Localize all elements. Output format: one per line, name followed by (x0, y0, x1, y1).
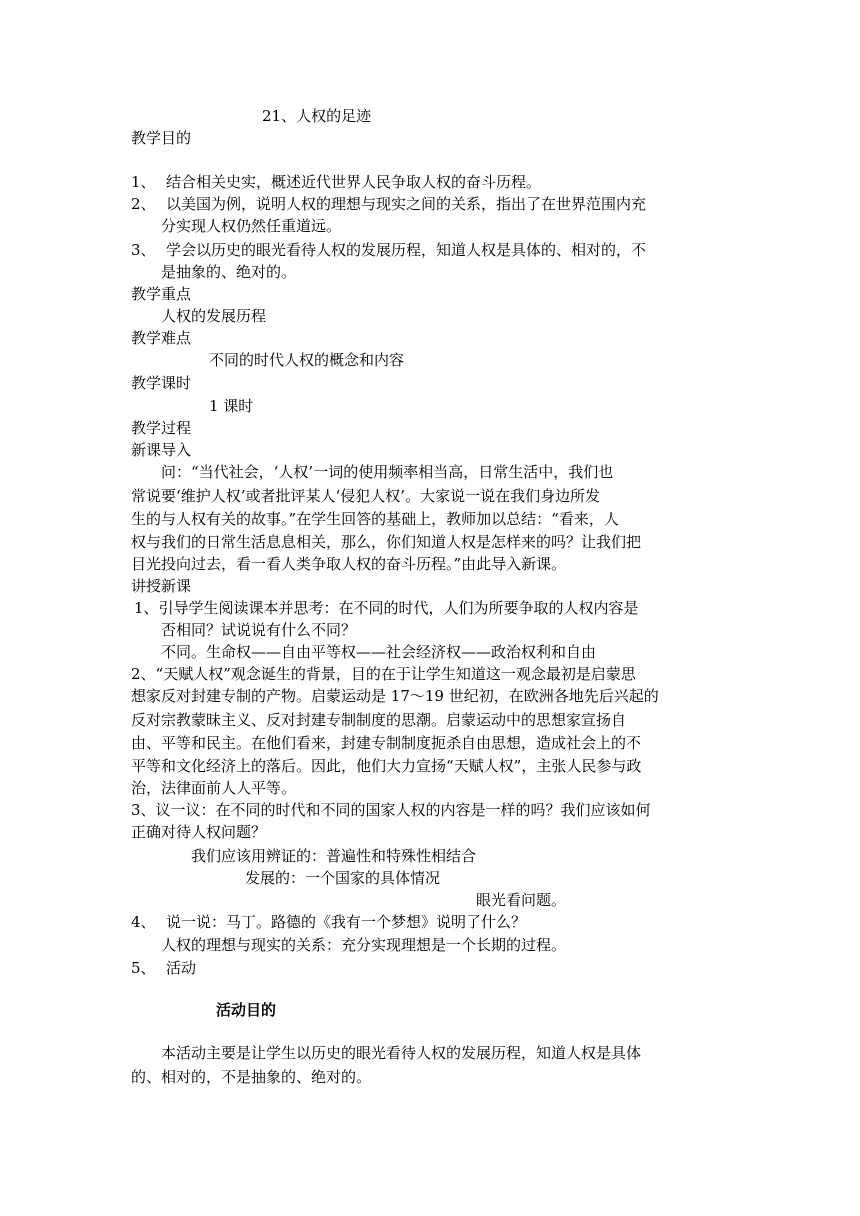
difficulty-text: 不同的时代人权的概念和内容 (209, 351, 405, 369)
section-heading-hours: 教学课时 (131, 374, 192, 392)
lecture-item-5-number: 5、 (131, 959, 156, 977)
intro-line: 权与我们的日常生活息息相关，那么，你们知道人权是怎样来的吗？让我们把 (131, 533, 642, 551)
lecture-item-2: 平等和文化经济上的落后。因此，他们大力宣扬“天赋人权”，主张人民参与政 (131, 757, 642, 775)
goal-text: 学会以历史的眼光看待人权的发展历程，知道人权是具体的、相对的，不 (166, 241, 647, 259)
activity-heading: 活动目的 (216, 1001, 277, 1019)
lecture-item-3-answer: 发展的：一个国家的具体情况 (245, 869, 441, 887)
focus-text: 人权的发展历程 (161, 307, 267, 325)
goal-text: 结合相关史实，概述近代世界人民争取人权的奋斗历程。 (166, 173, 542, 191)
section-heading-goals: 教学目的 (131, 129, 192, 147)
goal-number: 3、 (131, 241, 156, 259)
section-heading-difficulty: 教学难点 (131, 329, 192, 347)
lecture-item-4-answer: 人权的理想与现实的关系：充分实现理想是一个长期的过程。 (161, 936, 567, 954)
hours-text: 1 课时 (209, 397, 254, 415)
lecture-item-3: 3、议一议：在不同的时代和不同的国家人权的内容是一样的吗？我们应该如何 (131, 801, 651, 819)
goal-text: 是抽象的、绝对的。 (161, 263, 297, 281)
lecture-item-5: 活动 (166, 959, 197, 977)
intro-line: 常说要‘维护人权’或者批评某人‘侵犯人权’。大家说一说在我们身边所发 (131, 487, 601, 505)
goal-number: 2、 (131, 195, 156, 213)
lecture-item-1: 否相同？试说说有什么不同？ (161, 621, 357, 639)
lecture-item-4-number: 4、 (131, 913, 156, 931)
lecture-item-1-answer: 不同。生命权——自由平等权——社会经济权——政治权利和自由 (161, 643, 597, 661)
page-title: 21、人权的足迹 (262, 107, 372, 125)
section-heading-focus: 教学重点 (131, 285, 192, 303)
section-heading-intro: 新课导入 (131, 441, 192, 459)
intro-line: 问：“当代社会，‘人权’一词的使用频率相当高，日常生活中，我们也 (161, 463, 614, 481)
lecture-item-3: 正确对待人权问题？ (131, 823, 267, 841)
lecture-item-3-answer: 眼光看问题。 (476, 891, 567, 909)
section-heading-lecture: 讲授新课 (131, 577, 192, 595)
intro-line: 生的与人权有关的故事。”在学生回答的基础上，教师加以总结：“看来，人 (131, 510, 619, 528)
activity-text: 的、相对的，不是抽象的、绝对的。 (131, 1068, 372, 1086)
goal-number: 1、 (131, 173, 156, 191)
lecture-item-3-answer: 我们应该用辨证的：普遍性和特殊性相结合 (191, 847, 477, 865)
lecture-item-2: 由、平等和民主。在他们看来，封建专制制度扼杀自由思想，造成社会上的不 (131, 734, 642, 752)
lecture-item-2: 反对宗教蒙昧主义、反对封建专制制度的思潮。启蒙运动中的思想家宣扬自 (131, 711, 627, 729)
activity-text: 本活动主要是让学生以历史的眼光看待人权的发展历程，知道人权是具体 (161, 1044, 642, 1062)
lecture-item-2: 治，法律面前人人平等。 (131, 779, 297, 797)
section-heading-process: 教学过程 (131, 419, 192, 437)
lecture-item-2: 想家反对封建专制的产物。启蒙运动是 17～19 世纪初，在欧洲各地先后兴起的 (131, 687, 659, 705)
goal-text: 分实现人权仍然任重道远。 (161, 217, 342, 235)
goal-text: 以美国为例，说明人权的理想与现实之间的关系，指出了在世界范围内充 (166, 195, 647, 213)
lecture-item-2: 2、“天赋人权”观念诞生的背景，目的在于让学生知道这一观念最初是启蒙思 (131, 665, 636, 683)
lecture-item-4: 说一说：马丁。路德的《我有一个梦想》说明了什么？ (166, 913, 527, 931)
lecture-item-1: 1、引导学生阅读课本并思考：在不同的时代，人们为所要争取的人权内容是 (134, 599, 639, 617)
intro-line: 目光投向过去，看一看人类争取人权的奋斗历程。”由此导入新课。 (131, 555, 567, 573)
